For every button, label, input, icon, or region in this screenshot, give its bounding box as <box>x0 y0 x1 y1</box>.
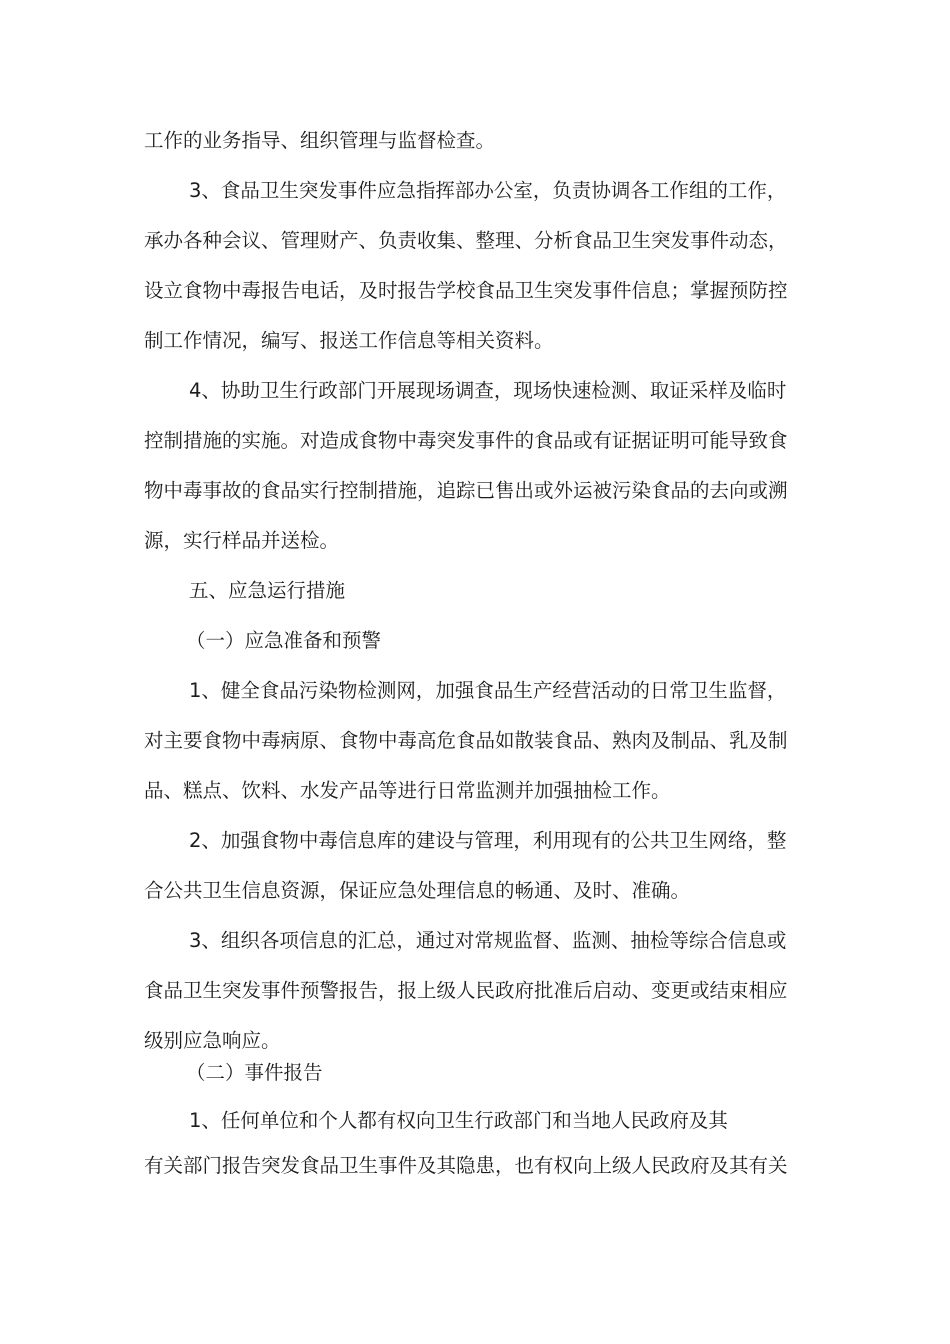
paragraph-line: 3、食品卫生突发事件应急指挥部办公室，负责协调各工作组的工作， <box>189 179 787 202</box>
paragraph-line: 物中毒事故的食品实行控制措施，追踪已售出或外运被污染食品的去向或溯 <box>144 479 788 502</box>
paragraph-line: 承办各种会议、管理财产、负责收集、整理、分析食品卫生突发事件动态， <box>144 229 788 252</box>
subsection-heading: （二）事件报告 <box>186 1061 323 1084</box>
paragraph-line: 有关部门报告突发食品卫生事件及其隐患，也有权向上级人民政府及其有关 <box>144 1154 788 1177</box>
section-heading: 五、应急运行措施 <box>189 579 346 602</box>
subsection-heading: （一）应急准备和预警 <box>186 629 382 652</box>
paragraph-line: 3、组织各项信息的汇总，通过对常规监督、监测、抽检等综合信息或 <box>189 929 787 952</box>
paragraph-line: 制工作情况，编写、报送工作信息等相关资料。 <box>144 329 554 352</box>
paragraph-line: 源，实行样品并送检。 <box>144 529 340 552</box>
paragraph-line: 食品卫生突发事件预警报告，报上级人民政府批准后启动、变更或结束相应 <box>144 979 788 1002</box>
paragraph-line: 1、任何单位和个人都有权向卫生行政部门和当地人民政府及其 <box>189 1109 728 1132</box>
paragraph-line: 设立食物中毒报告电话，及时报告学校食品卫生突发事件信息；掌握预防控 <box>144 279 788 302</box>
paragraph-line: 2、加强食物中毒信息库的建设与管理，利用现有的公共卫生网络，整 <box>189 829 787 852</box>
paragraph-line: 工作的业务指导、组织管理与监督检查。 <box>144 129 496 152</box>
paragraph-line: 1、健全食品污染物检测网，加强食品生产经营活动的日常卫生监督， <box>189 679 787 702</box>
paragraph-line: 合公共卫生信息资源，保证应急处理信息的畅通、及时、准确。 <box>144 879 691 902</box>
paragraph-line: 级别应急响应。 <box>144 1029 281 1052</box>
paragraph-line: 品、糕点、饮料、水发产品等进行日常监测并加强抽检工作。 <box>144 779 671 802</box>
paragraph-line: 对主要食物中毒病原、食物中毒高危食品如散装食品、熟肉及制品、乳及制 <box>144 729 788 752</box>
paragraph-line: 4、协助卫生行政部门开展现场调查，现场快速检测、取证采样及临时 <box>189 379 787 402</box>
paragraph-line: 控制措施的实施。对造成食物中毒突发事件的食品或有证据证明可能导致食 <box>144 429 788 452</box>
